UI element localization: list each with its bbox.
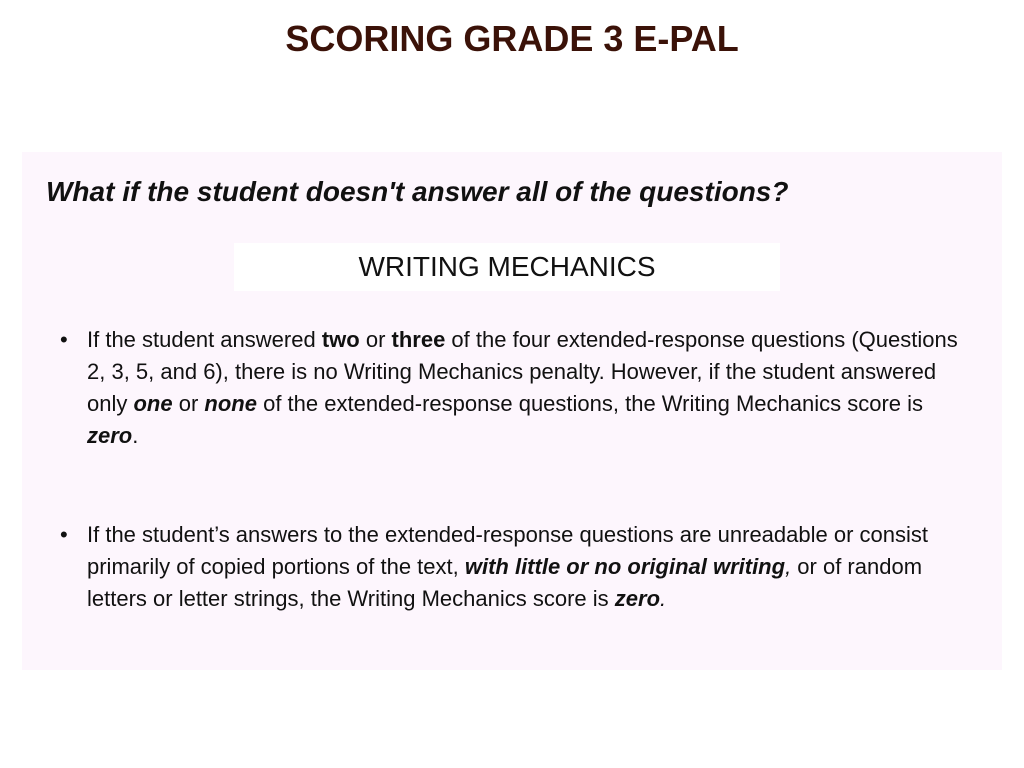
bullet-text: . [132, 423, 139, 448]
emphasis-zero: zero [87, 423, 133, 448]
bullet-text: or of random letters or letter strings, the Writing Mechanics score is [87, 554, 923, 611]
bullet-text: , [785, 554, 792, 579]
bullet-item-unreadable [60, 519, 980, 615]
bullet-list-1 [60, 324, 980, 452]
bullet-text: If the student answered [87, 327, 322, 352]
bullet-list-2 [60, 519, 980, 615]
section-label-box [234, 243, 780, 291]
bullet-text: . [660, 586, 667, 611]
emphasis-three: three [391, 327, 446, 352]
bullet-item-two-or-three [60, 324, 980, 452]
emphasis-little-original-writing: with little or no original writing [464, 554, 786, 579]
question-heading: What if the student doesn't answer all of the questions? [46, 176, 789, 207]
bullet-text: or [359, 327, 392, 352]
content-panel [22, 152, 1002, 670]
emphasis-one: one [133, 391, 173, 416]
emphasis-zero: zero [614, 586, 661, 611]
slide-title: SCORING GRADE 3 E-PAL [285, 18, 739, 59]
bullet-dot-icon: • [60, 327, 68, 352]
bullet-text: of the four extended-response questions (Questions 2, 3, 5, and 6), there is no Writing Mechanics penalty. However, if the student answered only [87, 327, 958, 416]
bullet-dot-icon: • [60, 522, 68, 547]
bullet-text: of the extended-response questions, the Writing Mechanics score is [256, 391, 924, 416]
emphasis-none: none [204, 391, 257, 416]
bullet-text: or [172, 391, 205, 416]
emphasis-two: two [321, 327, 360, 352]
section-label: WRITING MECHANICS [358, 251, 656, 282]
bullet-text: If the student’s answers to the extended-response questions are unreadable or consist primarily of copied portions of the text, [87, 522, 929, 579]
